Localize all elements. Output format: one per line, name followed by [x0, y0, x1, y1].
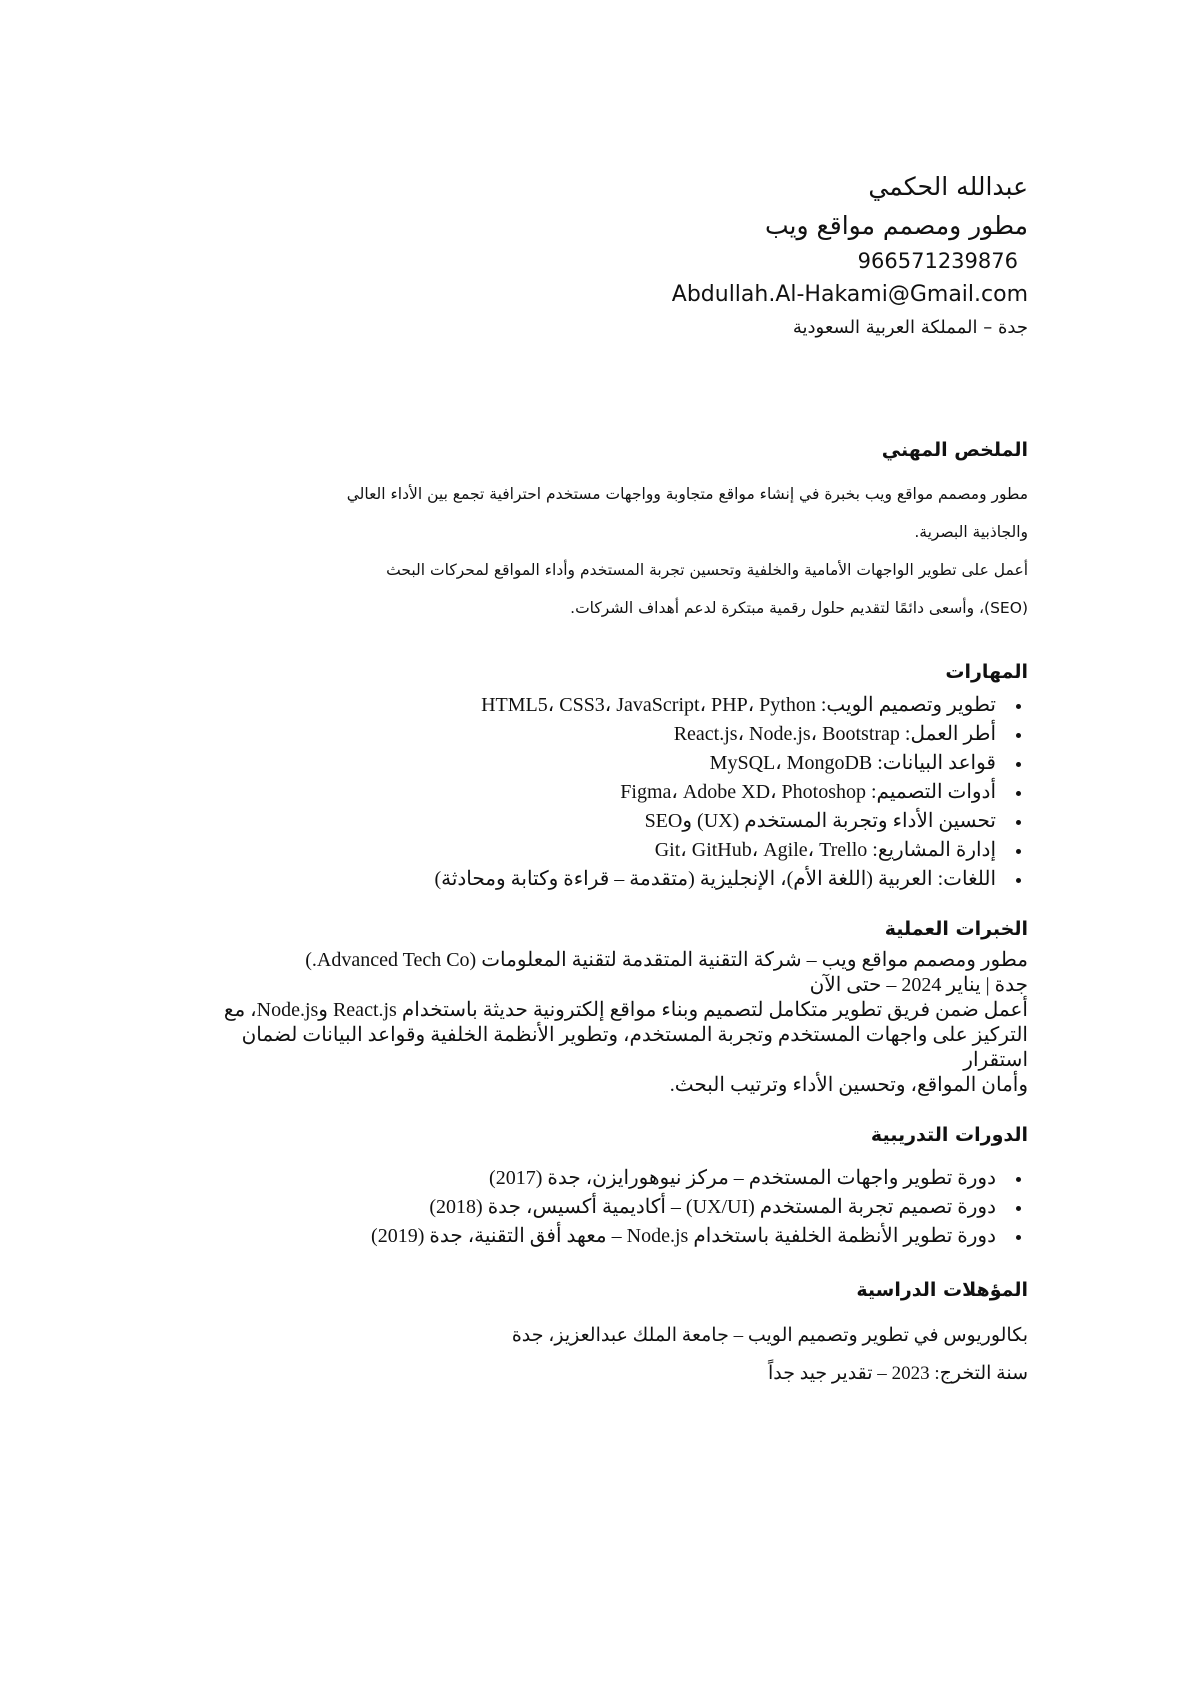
- experience-title: الخبرات العملية: [884, 918, 1028, 940]
- summary-section: [208, 435, 1028, 627]
- skill-item: تحسين الأداء وتجربة المستخدم (UX) وSEO: [208, 807, 996, 836]
- courses-list: [208, 1164, 1028, 1251]
- summary-line: (SEO)، وأسعى دائمًا لتقديم حلول رقمية مبتكرة لدعم أهداف الشركات.: [570, 599, 1028, 617]
- skill-item: أطر العمل: React.js، Node.js، Bootstrap: [208, 720, 996, 749]
- person-name: عبدالله الحكمي: [868, 172, 1028, 201]
- resume-content: [208, 168, 1028, 1393]
- resume-header: [208, 168, 1028, 343]
- summary-line: والجاذبية البصرية.: [914, 523, 1028, 541]
- course-item: دورة تطوير الأنظمة الخلفية باستخدام Node.js – معهد أفق التقنية، جدة (2019): [208, 1222, 996, 1251]
- education-graduation: سنة التخرج: 2023 – تقدير جيد جداً: [767, 1363, 1028, 1384]
- phone-number: 966571239876: [857, 249, 1018, 273]
- skill-item: أدوات التصميم: Figma، Adobe XD، Photoshop: [208, 778, 996, 807]
- job-title: مطور ومصمم مواقع ويب: [764, 211, 1028, 240]
- experience-period: جدة | يناير 2024 – حتى الآن: [809, 974, 1028, 996]
- experience-description-line: أعمل ضمن فريق تطوير متكامل لتصميم وبناء مواقع إلكترونية حديثة باستخدام React.js وNode.js، مع: [223, 999, 1028, 1021]
- summary-line: مطور ومصمم مواقع ويب بخبرة في إنشاء مواقع متجاوبة وواجهات مستخدم احترافية تجمع بين الأداء العالي: [346, 485, 1028, 503]
- summary-title: الملخص المهني: [881, 439, 1028, 461]
- skill-item: اللغات: العربية (اللغة الأم)، الإنجليزية (متقدمة – قراءة وكتابة ومحادثة): [208, 865, 996, 894]
- skills-section: [208, 657, 1028, 894]
- education-title: المؤهلات الدراسية: [856, 1279, 1028, 1301]
- courses-section: [208, 1120, 1028, 1251]
- experience-description-line: التركيز على واجهات المستخدم وتجربة المستخدم، وتطوير الأنظمة الخلفية وقواعد البيانات لضمان استقرار: [241, 1024, 1028, 1071]
- course-item: دورة تطوير واجهات المستخدم – مركز نيوهورايزن، جدة (2017): [208, 1164, 996, 1193]
- experience-section: [208, 914, 1028, 1098]
- education-section: [208, 1275, 1028, 1393]
- education-degree: بكالوريوس في تطوير وتصميم الويب – جامعة الملك عبدالعزيز، جدة: [511, 1325, 1028, 1346]
- experience-description-line: وأمان المواقع، وتحسين الأداء وترتيب البحث.: [669, 1074, 1028, 1096]
- courses-title: الدورات التدريبية: [870, 1124, 1028, 1146]
- skill-item: إدارة المشاريع: Git، GitHub، Agile، Trello: [208, 836, 996, 865]
- skills-title: المهارات: [945, 661, 1028, 683]
- skills-list: [208, 691, 1028, 894]
- course-item: دورة تصميم تجربة المستخدم (UX/UI) – أكاديمية أكسيس، جدة (2018): [208, 1193, 996, 1222]
- email-address: Abdullah.Al-Hakami@Gmail.com: [671, 282, 1028, 307]
- skill-item: تطوير وتصميم الويب: HTML5، CSS3، JavaScript، PHP، Python: [208, 691, 996, 720]
- skill-item: قواعد البيانات: MySQL، MongoDB: [208, 749, 996, 778]
- experience-role: مطور ومصمم مواقع ويب – شركة التقنية المتقدمة لتقنية المعلومات (Advanced Tech Co.): [305, 949, 1028, 971]
- location: جدة – المملكة العربية السعودية: [792, 317, 1028, 338]
- summary-line: أعمل على تطوير الواجهات الأمامية والخلفية وتحسين تجربة المستخدم وأداء المواقع لمحركات البحث: [386, 561, 1028, 579]
